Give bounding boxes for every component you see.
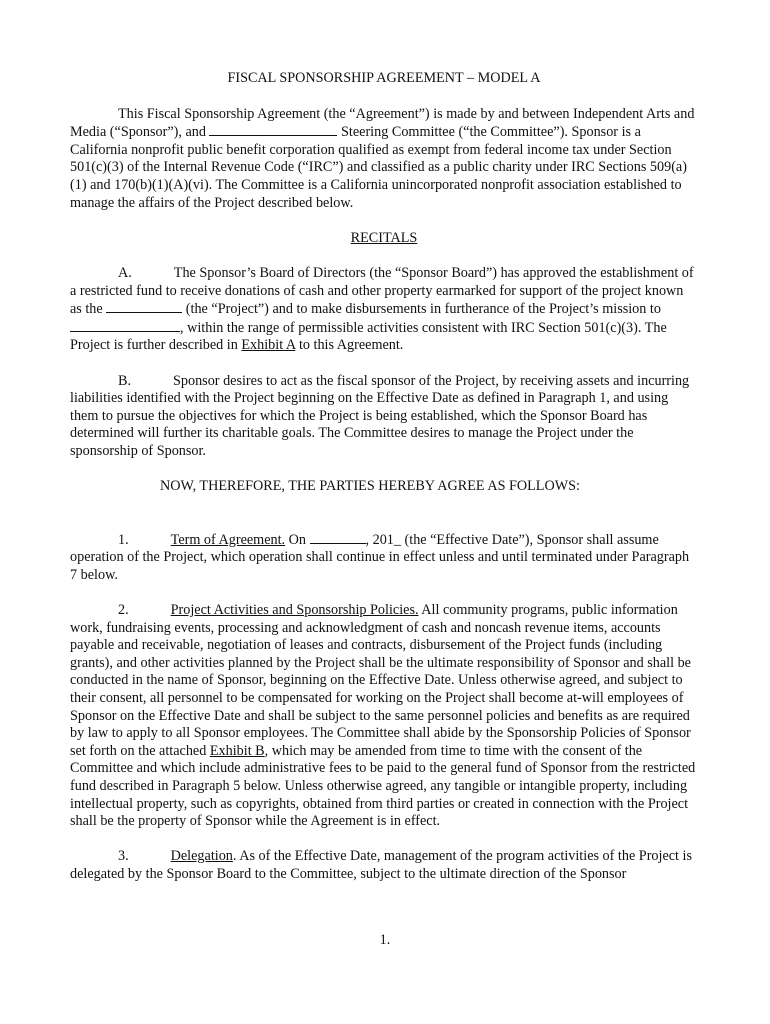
recitals-heading-text: RECITALS — [350, 229, 418, 246]
recital-a — [70, 265, 698, 355]
section-3-heading: Delegation — [170, 848, 233, 865]
committee-name-blank — [209, 123, 337, 136]
section-2-text-2: , which may be amended from time to time with the consent of the Committee and which include administrative fees to be paid to the general fund of Sponsor from the restricted fund described in Paragraph 5 below. Unless otherwise agreed, any tangible or intangible property, including intellectual property, such as copyrights, obtained from third parties or created in connection with the Project shall be the property of Sponsor while the Agreement is in effect. — [70, 742, 696, 830]
section-2-text-1: All community programs, public information work, fundraising events, processing and acknowledgment of cash and noncash revenue items, accounts payable and receivable, negotiation of leases and contracts, disbursement of the Project funds (including grants), and other activities planned by the Project shall be the ultimate responsibility of Sponsor and shall be conducted in the name of Sponsor, beginning on the Effective Date. Unless otherwise agreed, and subject to their consent, all personnel to be compensated for working on the Project shall become at-will employees of Sponsor on the Effective Date and shall be subject to the same personnel policies and benefits as are required by law to apply to all Sponsor employees. The Committee shall abide by the Sponsorship Policies of Sponsor set forth on the attached — [70, 602, 691, 759]
recital-b-text: Sponsor desires to act as the fiscal sponsor of the Project, by receiving assets and incurring liabilities identified with the Project beginning on the Effective Date as defined in Paragraph 1, and using them to pursue the objectives for which the Project is being established, which the Sponsor Board has determined will further its charitable goals. The Committee desires to manage the Project under the sponsorship of Sponsor. — [70, 372, 690, 459]
section-1-heading: Term of Agreement. — [170, 531, 286, 548]
document-title: FISCAL SPONSORSHIP AGREEMENT – MODEL A — [227, 70, 541, 86]
intro-text-2: Steering Committee (“the Committee”). Sponsor is a California nonprofit public benefit corporation qualified as exempt from federal income tax under Section 501(c)(3) of the Internal Revenue Code (“IRC”) and classified as a public charity under IRC Sections 509(a)(1) and 170(b)(1)(A)(vi). The Committee is a California unincorporated nonprofit association established to manage the affairs of the Project described below. — [70, 124, 687, 211]
page-number: 1. — [379, 932, 391, 948]
section-3-text-1: . As of the Effective Date, management of the program activities of the Project is delegated by the Sponsor Board to the Committee, subject to the ultimate direction of the Sponsor — [70, 848, 692, 882]
recital-a-text-4: to this Agreement. — [298, 337, 404, 354]
exhibit-a-reference: Exhibit A — [241, 337, 296, 354]
recital-a-text-1: The Sponsor’s Board of Directors (the “Sponsor Board”) has approved the establishment of a restricted fund to receive donations of cash and other property earmarked for support of the project known as the — [70, 264, 694, 318]
section-1 — [70, 531, 698, 585]
section-1-text-1: On — [288, 531, 306, 548]
section-3 — [70, 848, 698, 883]
recital-a-text-3: , within the range of permissible activities consistent with IRC Section 501(c)(3). The Project is further described in — [70, 319, 667, 354]
section-2-heading: Project Activities and Sponsorship Policies. — [170, 602, 419, 619]
document-page — [70, 70, 698, 884]
project-name-blank — [106, 300, 182, 313]
recital-b — [70, 373, 698, 461]
section-2-number: 2. — [118, 602, 129, 619]
section-1-text-2: , 201_ (the “Effective Date”), Sponsor shall assume operation of the Project, which operation shall continue in effect unless and until terminated under Paragraph 7 below. — [70, 531, 690, 583]
section-2 — [70, 602, 698, 831]
recital-b-label: B. — [118, 372, 132, 389]
agreement-heading: NOW, THEREFORE, THE PARTIES HEREBY AGREE AS FOLLOWS: — [160, 478, 580, 495]
intro-text-1: This Fiscal Sponsorship Agreement (the “Agreement”) is made by and between Independent Arts and Media (“Sponsor”), and — [70, 105, 695, 141]
exhibit-b-reference: Exhibit B — [209, 742, 265, 759]
intro-paragraph — [70, 106, 698, 213]
recital-a-label: A. — [118, 264, 132, 281]
recitals-heading — [70, 230, 698, 248]
recital-a-text-2: (the “Project”) and to make disbursements in furtherance of the Project’s mission to — [185, 301, 661, 318]
section-3-number: 3. — [118, 848, 129, 865]
section-1-number: 1. — [118, 531, 129, 548]
effective-date-blank — [310, 531, 366, 544]
mission-blank — [70, 319, 180, 332]
